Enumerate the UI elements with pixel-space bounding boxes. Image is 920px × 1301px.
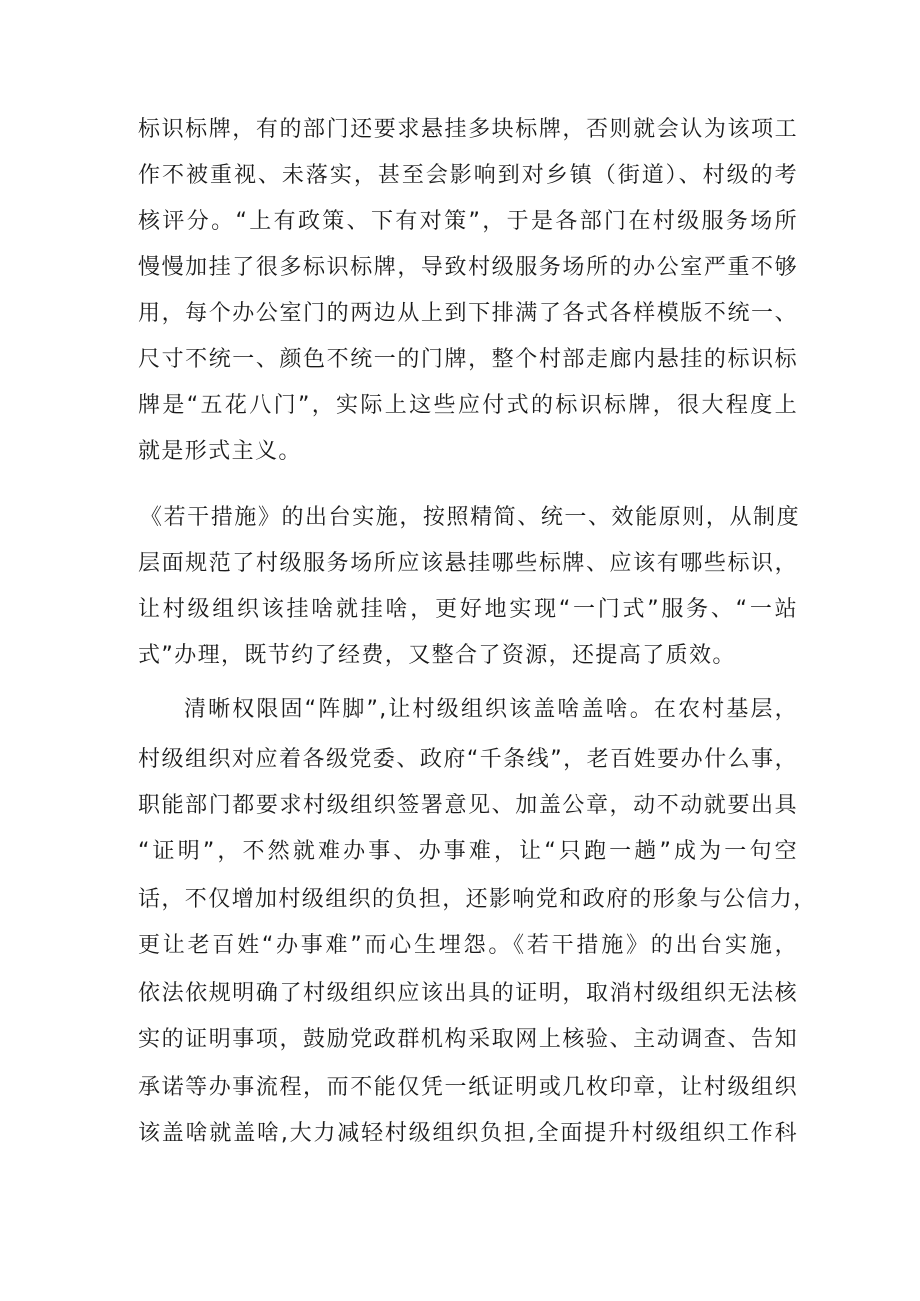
text-line: 实的证明事项，鼓励党政群机构采取网上核验、主动调查、告知 [138,1027,798,1052]
text-line: 职能部门都要求村级组织签署意见、加盖公章，动不动就要出具 [138,793,798,818]
text-line: 牌是“五花八门”，实际上这些应付式的标识标牌，很大程度上 [138,393,798,418]
text-line: “证明”，不然就难办事、办事难，让“只跑一趟”成为一句空 [138,839,798,864]
text-line: 《若干措施》的出台实施，按照精简、统一、效能原则，从制度 [140,505,800,530]
text-line: 清晰权限固“阵脚”,让村级组织该盖啥盖啥。在农村基层， [184,697,798,722]
text-line: 更让老百姓“办事难”而心生埋怨。《若干措施》的出台实施， [138,933,798,958]
text-line: 式”办理，既节约了经费，又整合了资源，还提高了质效。 [138,643,736,668]
text-line: 话，不仅增加村级组织的负担，还影响党和政府的形象与公信力， [138,887,817,912]
text-line: 就是形式主义。 [138,439,302,464]
text-line: 标识标牌，有的部门还要求悬挂多块标牌，否则就会认为该项工 [138,117,798,142]
text-line: 用，每个办公室门的两边从上到下排满了各式各样模版不统一、 [138,301,798,326]
text-line: 层面规范了村级服务场所应该悬挂哪些标牌、应该有哪些标识， [138,551,798,576]
text-line: 依法依规明确了村级组织应该出具的证明，取消村级组织无法核 [138,981,798,1006]
text-line: 核评分。“上有政策、下有对策”，于是各部门在村级服务场所 [138,209,798,234]
text-line: 承诺等办事流程，而不能仅凭一纸证明或几枚印章，让村级组织 [138,1075,798,1100]
text-line: 作不被重视、未落实，甚至会影响到对乡镇（街道）、村级的考 [138,163,798,188]
text-line: 尺寸不统一、颜色不统一的门牌，整个村部走廊内悬挂的标识标 [138,347,798,372]
text-line: 村级组织对应着各级党委、政府“千条线”，老百姓要办什么事， [138,747,798,772]
text-line: 慢慢加挂了很多标识标牌，导致村级服务场所的办公室严重不够 [138,255,798,280]
text-line: 该盖啥就盖啥,大力减轻村级组织负担,全面提升村级组织工作科 [138,1121,798,1146]
text-line: 让村级组织该挂啥就挂啥，更好地实现“一门式”服务、“一站 [138,597,798,622]
